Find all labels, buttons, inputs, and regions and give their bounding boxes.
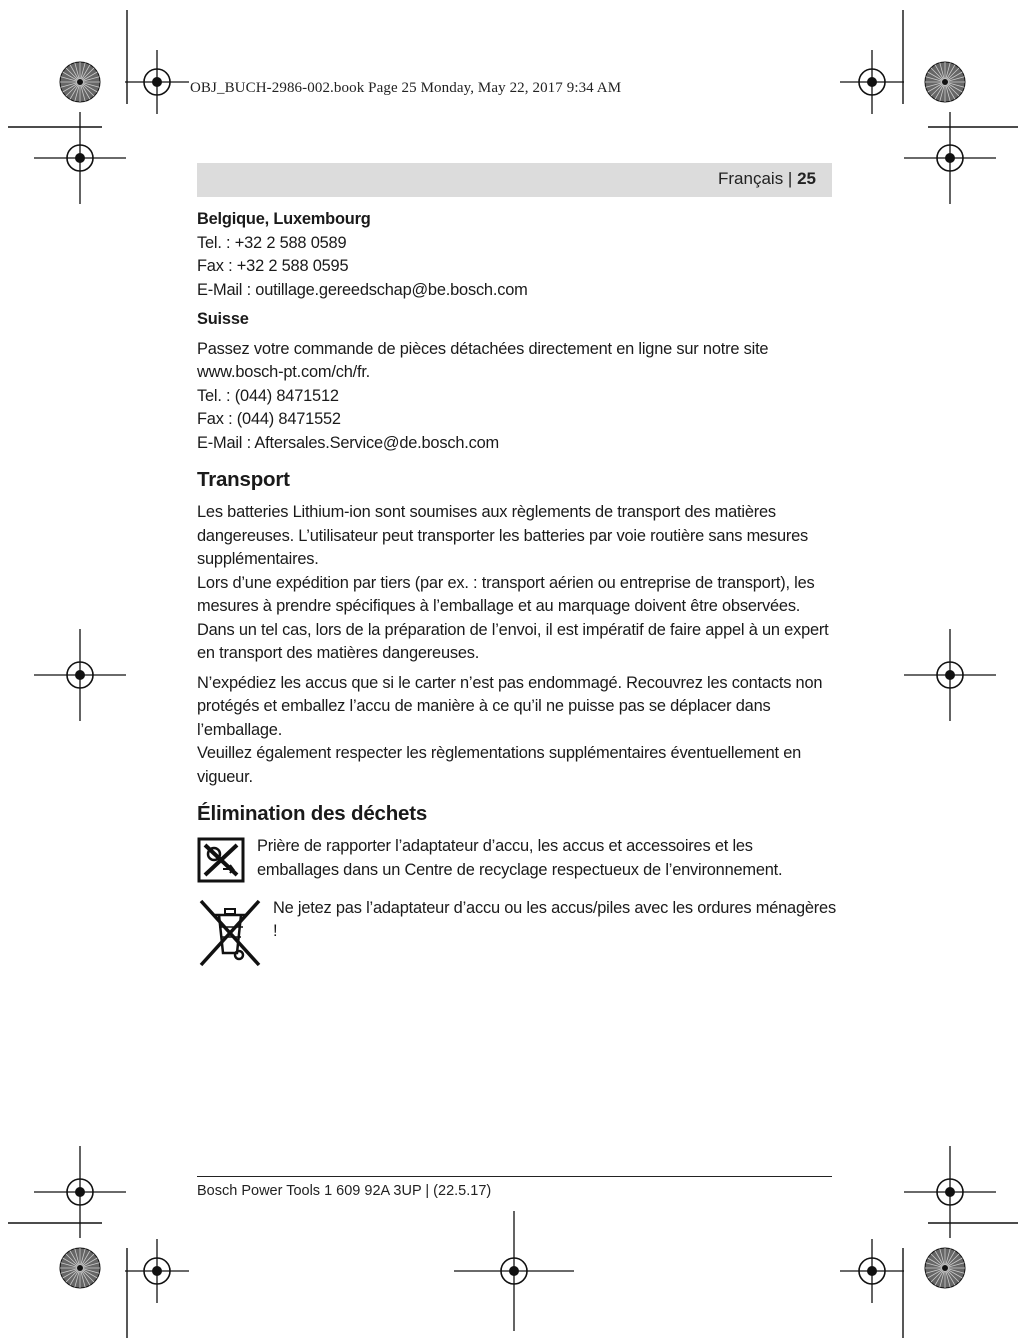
disposal-item [197, 897, 837, 977]
registration-mark [904, 112, 996, 204]
body-paragraph: N’expédiez les accus que si le carter n’est pas endommagé. Recouvrez les contacts non protégés et emballez l’accu de manière à ce qu’il ne puisse pas se déplacer dans l’emballage. [197, 673, 823, 739]
disposal-item [197, 835, 837, 891]
registration-mark [454, 1211, 574, 1331]
print-slug: OBJ_BUCH-2986-002.book Page 25 Monday, May 22, 2017 9:34 AM [190, 80, 622, 96]
contact-line: www.bosch-pt.com/ch/fr. [197, 363, 371, 381]
registration-mark [34, 1146, 126, 1238]
page-number: 25 [797, 169, 816, 188]
contact-line: Fax : (044) 8471552 [197, 410, 341, 428]
registration-mark [840, 50, 904, 114]
registration-mark [34, 112, 126, 204]
contact-line: Tel. : +32 2 588 0589 [197, 233, 347, 252]
color-target-mark [925, 62, 965, 102]
header-separator: | [783, 169, 798, 188]
footer-rule [197, 1176, 832, 1177]
page-footer: Bosch Power Tools 1 609 92A 3UP | (22.5.17) [197, 1183, 492, 1199]
disposal-text: Ne jetez pas l’adaptateur d’accu ou les accus/piles avec les ordures ménagères ! [273, 898, 836, 940]
disposal-text: Prière de rapporter l’adaptateur d’accu, les accus et accessoires et les emballages dans un Centre de recyclage respectueux de l’environnement. [257, 837, 783, 879]
color-target-mark [925, 1248, 965, 1288]
body-paragraph: Veuillez également respecter les règlementations supplémentaires éventuellement en vigueur. [197, 744, 802, 786]
body-paragraph: Les batteries Lithium-ion sont soumises aux règlements de transport des matières dangereuses. L’utilisateur peut transporter les batteries par voie routière sans mesures supplémentaires. [197, 503, 809, 568]
body-paragraph: Lors d’une expédition par tiers (par ex. : transport aérien ou entreprise de transport), les mesures à prendre spécifiques à l’emballage et au marquage doivent être observées. Dans un tel cas, lors de la préparation de l’envoi, il est impératif de faire appel à un expert en transport des matières dangereuses. [197, 573, 829, 662]
registration-mark [840, 1239, 904, 1303]
registration-mark [904, 1146, 996, 1238]
contact-line: E-Mail : outillage.gereedschap@be.bosch.com [197, 280, 528, 299]
registration-mark [34, 629, 126, 721]
page-content [197, 208, 837, 976]
registration-mark [904, 629, 996, 721]
contact-line: Passez votre commande de pièces détachées directement en ligne sur notre site [197, 339, 769, 358]
contact-region-heading: Suisse [197, 310, 249, 328]
contact-line: Fax : +32 2 588 0595 [197, 257, 349, 275]
section-title-disposal: Élimination des déchets [197, 802, 428, 825]
contact-line: E-Mail : Aftersales.Service@de.bosch.com [197, 433, 499, 452]
color-target-mark [60, 62, 100, 102]
registration-mark [125, 1239, 189, 1303]
header-language: Français [718, 169, 784, 188]
page-header [718, 169, 816, 189]
page-header-bar [197, 163, 832, 197]
contact-region-heading: Belgique, Luxembourg [197, 210, 371, 228]
contact-line: Tel. : (044) 8471512 [197, 386, 339, 405]
section-title-transport: Transport [197, 468, 290, 491]
color-target-mark [60, 1248, 100, 1288]
registration-mark [125, 50, 189, 114]
recycle-packaging-icon [197, 837, 257, 891]
crossed-out-bin-icon [197, 897, 273, 977]
